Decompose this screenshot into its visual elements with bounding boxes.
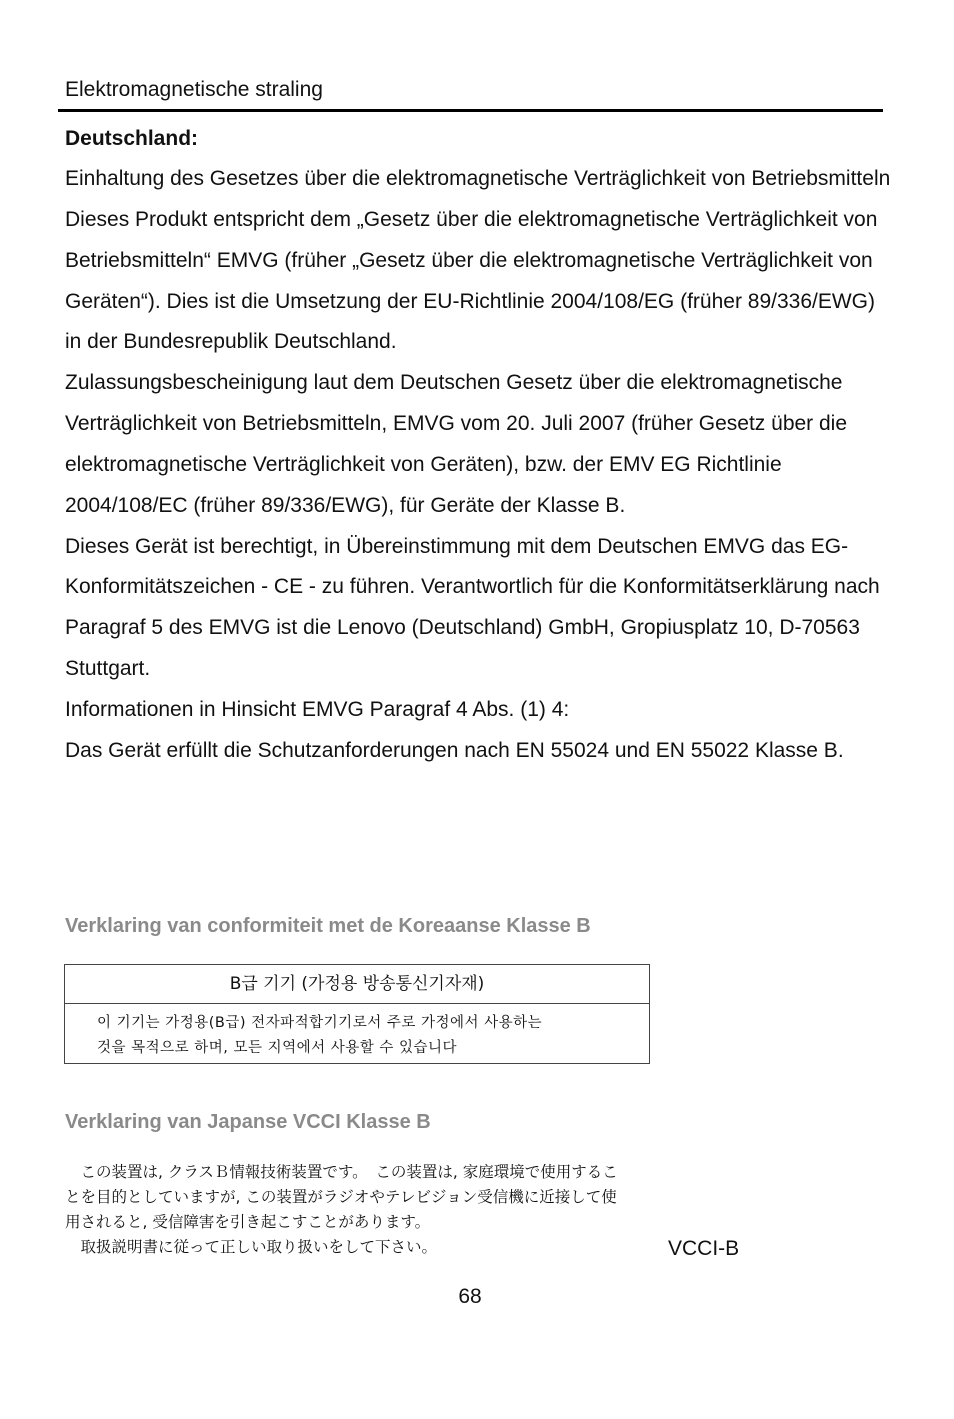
japan-notice-line: とを目的としていますが, この装置がラジオやテレビジョン受信機に近接して使 [65,1188,617,1206]
korea-box-body [65,1004,649,1061]
korea-box-line: 이 기기는 가정용(B급) 전자파적합기기로서 주로 가정에서 사용하는 [97,1015,543,1031]
japan-notice [65,1160,765,1260]
germany-paragraph: Informationen in Hinsicht EMVG Paragraf 4 Abs. (1) 4: [65,697,570,721]
vcci-label: VCCI-B [668,1237,740,1260]
korea-box-line: 것을 목적으로 하며, 모든 지역에서 사용할 수 있습니다 [97,1040,458,1056]
germany-paragraph: Einhaltung des Gesetzes über die elektromagnetische Verträglichkeit von Betriebsmitteln Dieses Produkt entspricht dem „Gesetz über die elektromagnetische Verträglichkeit von Betriebsmitteln“ EMVG (früher „Gesetz über die elektromagnetische Verträglichkeit von Geräten“). Dies ist die Umsetzung der EU-Richtlinie 2004/108/EG (früher 89/336/EWG) in der Bundesrepublik Deutschland. [65,167,891,354]
japan-heading: Verklaring van Japanse VCCI Klasse B [65,1111,431,1133]
germany-paragraph: Zulassungsbescheinigung laut dem Deutschen Gesetz über die elektromagnetische Verträglichkeit von Betriebsmitteln, EMVG vom 20. Juli 2007 (früher Gesetz über die elektromagnetische Verträglichkeit von Geräten), bzw. der EMV EG Richtlinie 2004/108/EC (früher 89/336/EWG), für Geräte der Klasse B. [65,371,848,517]
germany-heading: Deutschland: [65,127,199,150]
germany-paragraph: Dieses Gerät ist berechtigt, in Übereinstimmung mit dem Deutschen EMVG das EG-Konformitätszeichen - CE - zu führen. Verantwortlich für die Konformitätserklärung nach Paragraf 5 des EMVG ist die Lenovo (Deutschland) GmbH, Gropiusplatz 10, D-70563 Stuttgart. [65,534,880,681]
germany-body [65,159,895,772]
germany-paragraph: Das Gerät erfüllt die Schutzanforderungen nach EN 55024 und EN 55022 Klasse B. [65,738,844,762]
korea-heading: Verklaring van conformiteit met de Koreaanse Klasse B [65,915,591,937]
japan-notice-line: 取扱説明書に従って正しい取り扱いをして下さい。 [65,1238,438,1256]
korea-box-title: B급 기기 (가정용 방송통신기자재) [65,965,649,1004]
page-number: 68 [458,1285,482,1308]
header-divider [58,109,883,112]
page-header-title: Elektromagnetische straling [65,78,323,101]
japan-notice-line: この装置は, クラスＢ情報技術装置です。 この装置は, 家庭環境で使用するこ [65,1163,618,1181]
japan-notice-line: 用されると, 受信障害を引き起こすことがあります。 [65,1213,431,1231]
korea-notice-box [64,964,650,1064]
